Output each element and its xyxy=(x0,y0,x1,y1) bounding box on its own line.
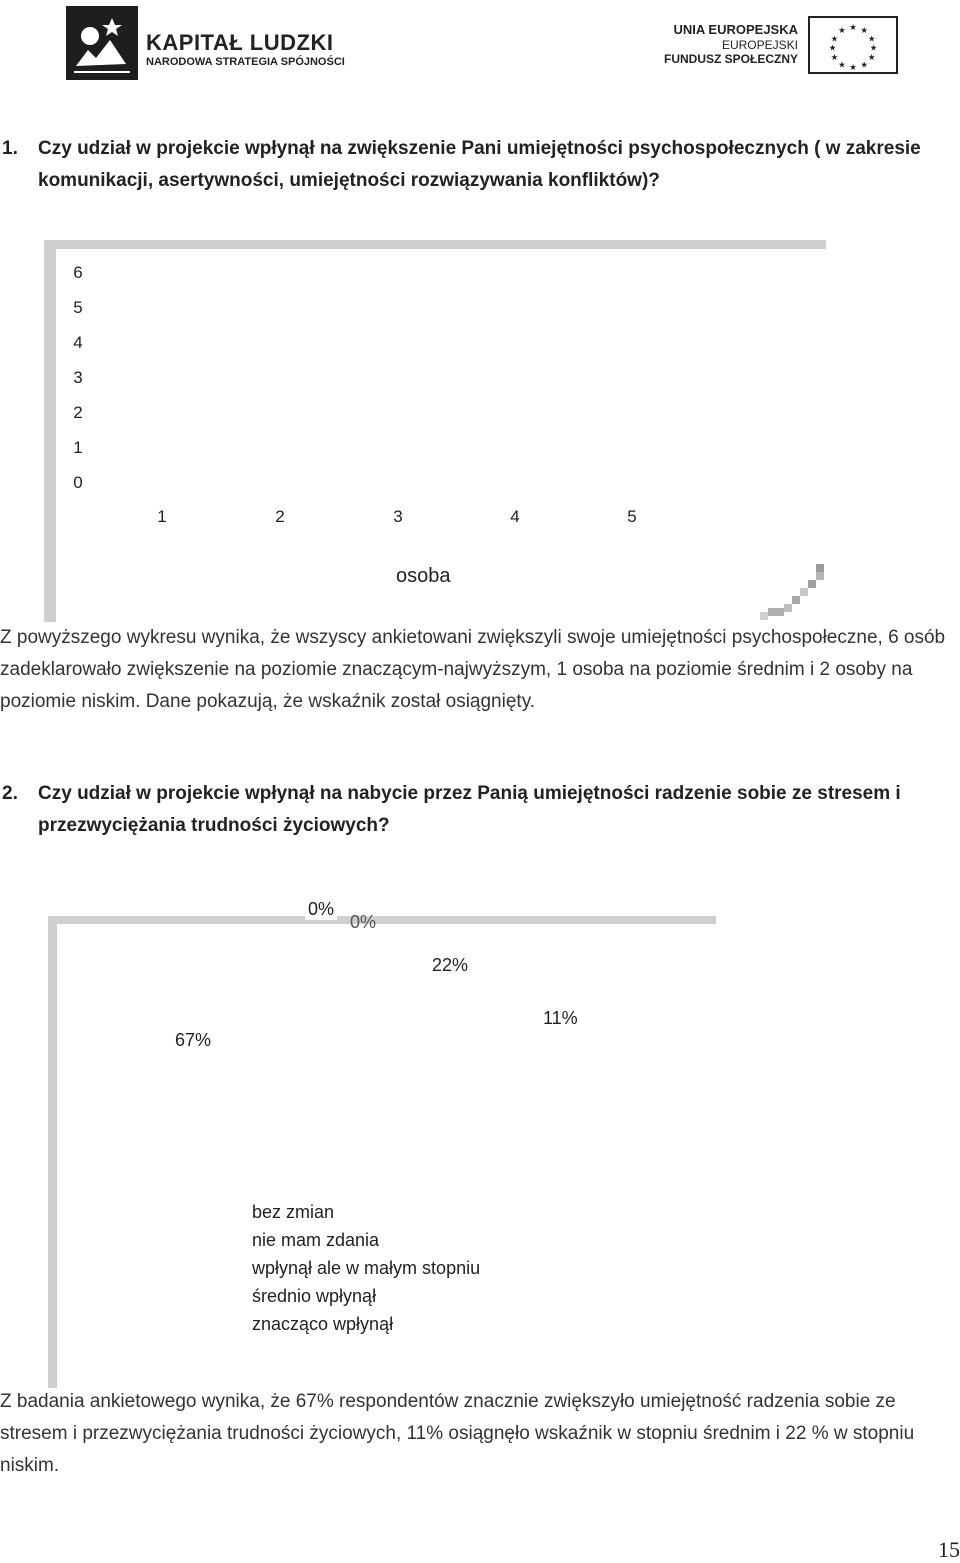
question-1-number: 1. xyxy=(2,138,18,159)
y-tick-label: 5 xyxy=(73,298,83,317)
svg-text:★: ★ xyxy=(869,42,878,53)
chart-1-left-border xyxy=(44,240,56,622)
eu-logo-line3: FUNDUSZ SPOŁECZNY xyxy=(663,52,798,66)
page-number: 15 xyxy=(938,1537,960,1562)
x-tick-label: 5 xyxy=(627,507,637,526)
legend-item: wpłynął ale w małym stopniu xyxy=(252,1258,481,1278)
svg-text:★: ★ xyxy=(867,33,876,44)
y-tick-label: 6 xyxy=(73,263,83,282)
svg-text:★: ★ xyxy=(838,59,846,70)
kapital-ludzki-logo xyxy=(66,6,356,84)
chart-1-top-border xyxy=(44,240,826,249)
x-tick-label: 1 xyxy=(157,507,167,526)
legend-item: średnio wpłynął xyxy=(252,1286,377,1306)
legend-item: nie mam zdania xyxy=(252,1230,380,1250)
paragraph-1: Z powyższego wykresu wynika, że wszyscy ankietowani zwiększyli swoje umiejętności psychospołeczne, 6 osób zadeklarowało zwiększenie na poziomie znaczącym-najwyższym, 1 osoba na poziomie średnim i 2 osoby na poziomie niskim. Dane pokazują, że wskaźnik został osiągnięty. xyxy=(0,627,946,712)
svg-text:★: ★ xyxy=(860,24,868,35)
question-1 xyxy=(0,133,960,199)
logo-title: KAPITAŁ LUDZKI xyxy=(146,30,334,55)
legend-item: bez zmian xyxy=(252,1202,335,1222)
eu-logo-line2: EUROPEJSKI xyxy=(721,38,798,52)
y-tick-label: 2 xyxy=(73,403,83,422)
svg-text:★: ★ xyxy=(849,22,857,33)
y-tick-label: 3 xyxy=(73,368,83,387)
eu-flag-icon xyxy=(808,16,898,74)
kapital-ludzki-emblem-icon xyxy=(66,6,138,80)
y-tick-label: 0 xyxy=(73,473,83,492)
question-2-number: 2. xyxy=(2,783,18,804)
data-label: 67% xyxy=(175,1030,212,1050)
question-2 xyxy=(0,778,960,844)
data-label: 11% xyxy=(543,1008,578,1028)
x-tick-label: 4 xyxy=(510,507,520,526)
paragraph-2: Z badania ankietowego wynika, że 67% respondentów znacznie zwiększyło umiejętność radzenia sobie ze stresem i przezwyciężania trudności życiowych, 11% osiągnęło wskaźnik w stopniu średnim i 22 % w stopniu niskim. xyxy=(0,1391,915,1476)
svg-text:★: ★ xyxy=(838,24,846,35)
x-tick-label: 3 xyxy=(393,507,403,526)
svg-text:★: ★ xyxy=(849,62,857,73)
eu-fund-logo xyxy=(663,16,898,76)
svg-text:★: ★ xyxy=(867,51,876,62)
data-label: 22% xyxy=(432,955,469,975)
y-tick-label: 1 xyxy=(73,438,83,457)
svg-text:★: ★ xyxy=(860,59,868,70)
svg-text:★: ★ xyxy=(828,42,837,53)
question-2-text: Czy udział w projekcie wpłynął na nabycie przez Panią umiejętności radzenie sobie ze stresem i przezwyciężania trudności życiowych? xyxy=(38,783,901,836)
x-axis-label: osoba xyxy=(396,565,451,587)
chart-2-top-border xyxy=(48,916,716,924)
chart-1-legend-fragment xyxy=(756,562,826,622)
svg-text:★: ★ xyxy=(830,51,839,62)
legend-item: znacząco wpłynął xyxy=(252,1314,394,1334)
svg-text:★: ★ xyxy=(830,33,839,44)
logo-subtitle: NARODOWA STRATEGIA SPÓJNOŚCI xyxy=(146,56,345,68)
eu-logo-line1: UNIA EUROPEJSKA xyxy=(673,22,798,37)
data-label: 0% xyxy=(305,899,337,920)
y-tick-label: 4 xyxy=(73,333,83,352)
question-1-text: Czy udział w projekcie wpłynął na zwiększenie Pani umiejętności psychospołecznych ( w zakresie komunikacji, asertywności, umiejętności rozwiązywania konfliktów)? xyxy=(38,138,921,191)
chart-2-legend xyxy=(252,1198,480,1338)
x-tick-label: 2 xyxy=(275,507,285,526)
chart-2-left-border xyxy=(48,916,57,1388)
data-label: 0% xyxy=(350,912,377,932)
